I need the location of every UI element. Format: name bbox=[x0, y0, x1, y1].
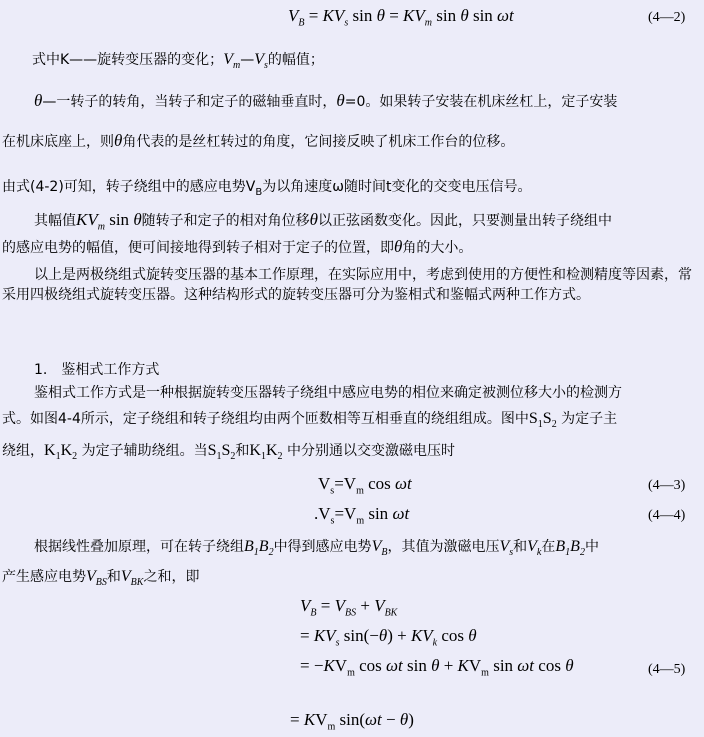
equation-4-2: $V_B = KV_s$ $\sin \theta = KV_m$ sin θ sin ωt bbox=[288, 6, 514, 29]
body-amplitude-line1: 其幅值$KV_m$ sin θ随转子和定子的相对角位移θ以正弦函数变化。因此，只要测量出转子绕组中 bbox=[34, 210, 613, 233]
definition-theta-line: θ—一转子的转角，当转子和定子的磁轴垂直时，θ=0。如果转子安装在机床丝杠上，定子安装 bbox=[34, 91, 618, 110]
section-heading: 1. 鉴相式工作方式 bbox=[34, 362, 160, 378]
equation-number-4-4: (4—4) bbox=[648, 508, 686, 523]
equation-4-5-row1: $V_B = V_{BS} + V_{BK}$ bbox=[300, 596, 398, 619]
equation-number-4-3: (4—3) bbox=[648, 478, 686, 493]
body-amplitude-line2: 的感应电势的幅值，便可间接地得到转子相对于定子的位置，即θ角的大小。 bbox=[2, 237, 473, 256]
body-line-from-eq: 由式(4-2)可知，转子绕组中的感应电势$V_B$为以角速度ω随时间t变化的交变电压信号。 bbox=[2, 179, 532, 198]
body-intro-paragraph: 以上是两极绕组式旋转变压器的基本工作原理，在实际应用中，考虑到使用的方便性和检测精度等因素，常采用四极绕组式旋转变压器。这种结构形式的旋转变压器可分为鉴相式和鉴幅式两种工作方式。 bbox=[2, 267, 692, 303]
equation-4-5-row3: = $-KV_m$ cos ωt $\sin \theta + KV_m$ sin ωt cos θ bbox=[300, 656, 574, 679]
body-phase-line3: 绕组，$K_1K_2$ 为定子辅助绕组。当$S_1S_2$和$K_1K_2$ 中分别通以交变激磁电压时 bbox=[2, 442, 455, 463]
definition-k-line: 式中K——旋转变压器的变化；$V_m—V_s$的幅值； bbox=[32, 51, 324, 72]
body-phase-line1: 鉴相式工作方式是一种根据旋转变压器转子绕组中感应电势的相位来确定被测位移大小的检测方 bbox=[34, 385, 622, 401]
body-superposition-line1: 根据线性叠加原理，可在转子绕组$B_1B_2$中得到感应电势$V_B$，其值为激磁电压$V_s$和$V_k$在$B_1B_2$中 bbox=[34, 538, 599, 559]
equation-4-4: $.V_s=V_m$ sin ωt bbox=[314, 504, 410, 527]
body-line-base: 在机床底座上，则θ角代表的是丝杠转过的角度，它间接反映了机床工作台的位移。 bbox=[2, 131, 515, 150]
equation-number-4-5: (4—5) bbox=[648, 662, 686, 677]
equation-final: = $KV_m$ sin(ωt − θ) bbox=[290, 710, 414, 733]
equation-4-3: $V_s=V_m$ cos ωt bbox=[318, 474, 412, 497]
body-superposition-line2: 产生感应电势$V_{BS}$和$V_{BK}$之和，即 bbox=[2, 568, 200, 589]
body-phase-line2: 式。如图4-4所示，定子绕组和转子绕组均由两个匝数相等互相垂直的绕组组成。图中$S_1S_2$ 为定子主 bbox=[2, 410, 618, 431]
equation-4-5-row2: = $KV_s$ $\sin(-\theta) + KV_k$ cos θ bbox=[300, 626, 477, 649]
equation-number-4-2: (4—2) bbox=[648, 10, 686, 25]
